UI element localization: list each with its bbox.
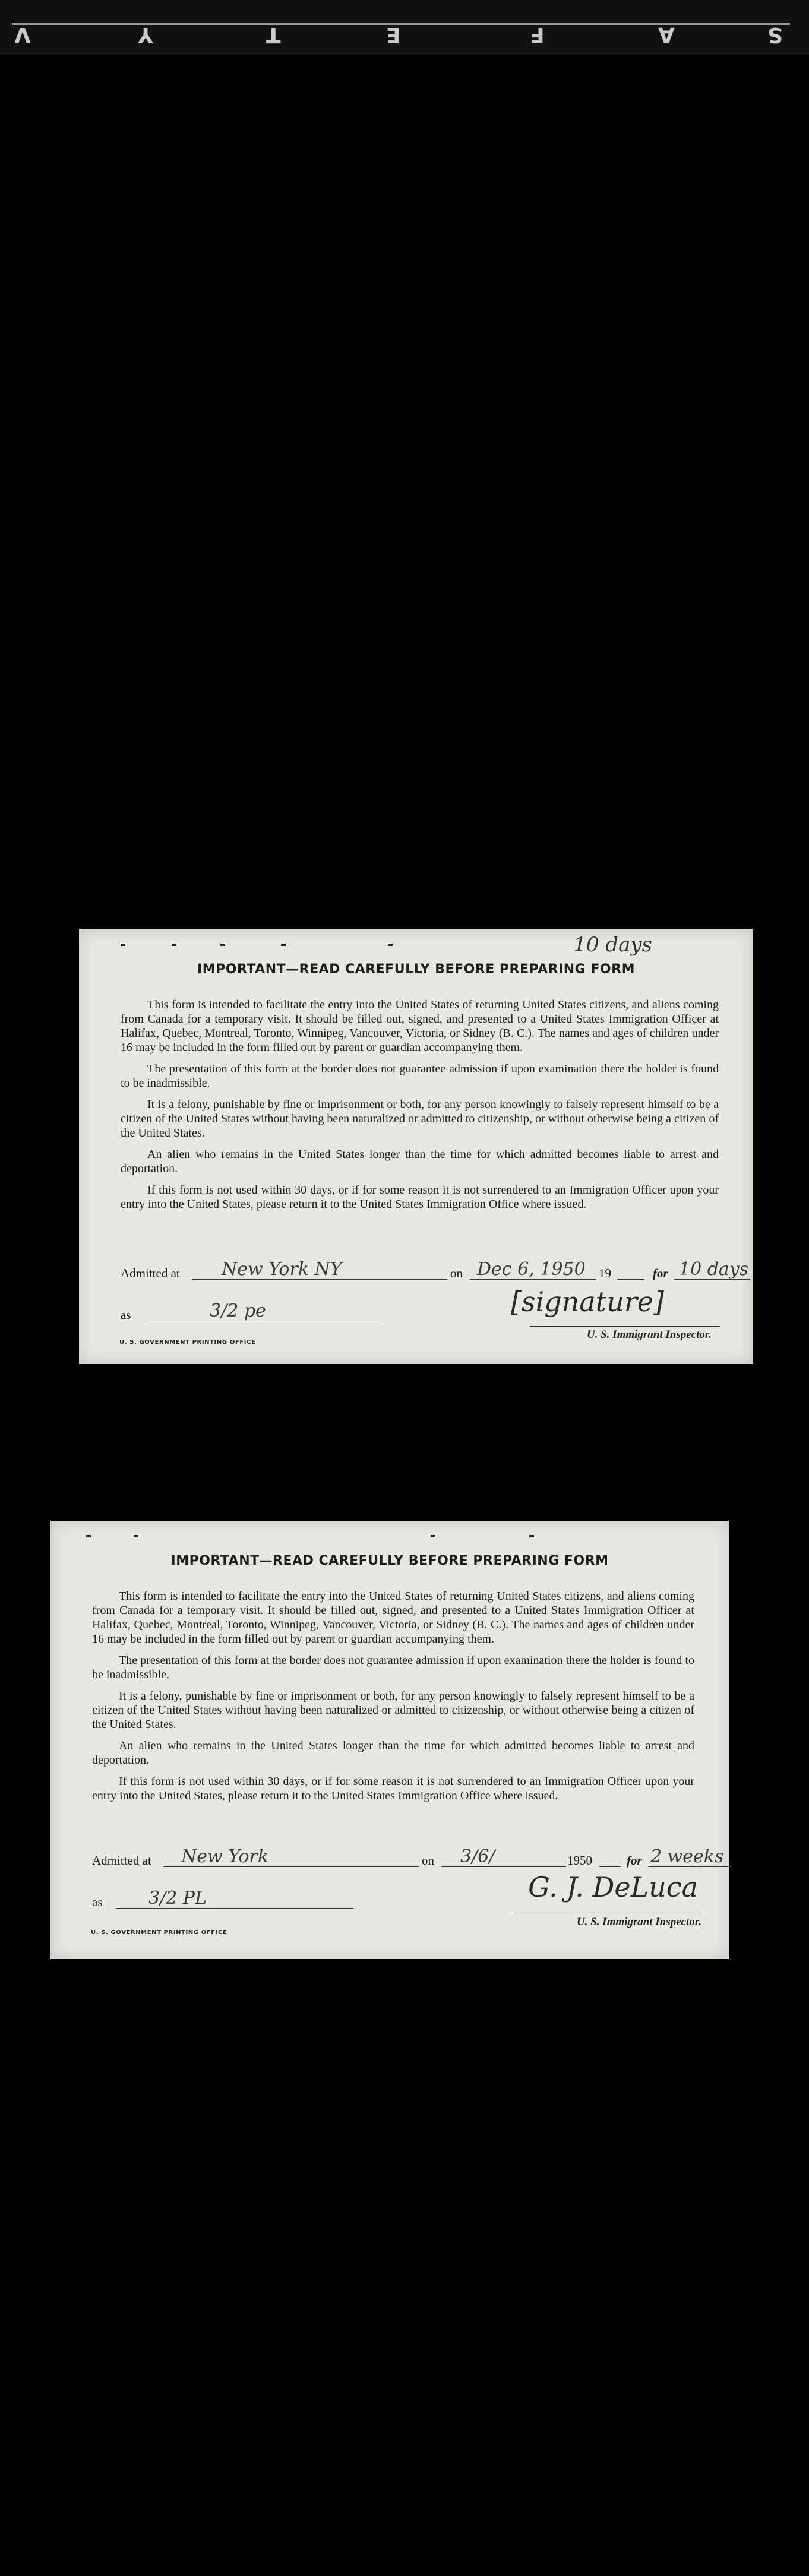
for-label: for xyxy=(627,1853,642,1868)
card-title: IMPORTANT—READ CAREFULLY BEFORE PREPARING FORM xyxy=(170,1553,609,1568)
inspector-signature: G. J. DeLuca xyxy=(528,1871,698,1903)
film-strip-letter: F xyxy=(530,23,545,47)
admitted-row xyxy=(92,1846,724,1870)
film-strip-letter: S xyxy=(767,23,783,47)
film-strip-letter: V xyxy=(14,23,31,47)
card-body xyxy=(121,998,719,1219)
card-body xyxy=(92,1589,694,1810)
paragraph: If this form is not used within 30 days, or if for some reason it is not surrendered to an Immigration Officer upon your entry into the United States, please return it to the United States Immigration Office where issued. xyxy=(92,1775,694,1802)
printing-office: U. S. GOVERNMENT PRINTING OFFICE xyxy=(119,1339,256,1346)
as-value: 3/2 pe xyxy=(210,1300,266,1321)
signature-line xyxy=(530,1326,720,1327)
inspector-label: U. S. Immigrant Inspector. xyxy=(576,1916,701,1928)
paragraph: This form is intended to facilitate the entry into the United States of returning United States citizens, and aliens coming from Canada for a temporary visit. It should be filled out, signed, and presented to a United States Immigration Officer at Halifax, Quebec, Montreal, Toronto, Winnipeg, Vancouver, Victoria, or Sidney (B. C.). The names and ages of children under 16 may be included in the form filled out by parent or guardian accompanying them. xyxy=(92,1590,694,1645)
as-label: as xyxy=(121,1308,131,1322)
printing-office: U. S. GOVERNMENT PRINTING OFFICE xyxy=(91,1929,227,1936)
field-line xyxy=(617,1279,644,1280)
card-title: IMPORTANT—READ CAREFULLY BEFORE PREPARING FORM xyxy=(197,962,635,977)
inspector-label: U. S. Immigrant Inspector. xyxy=(586,1328,712,1341)
as-value: 3/2 PL xyxy=(148,1888,207,1909)
on-value: 3/6/ xyxy=(460,1846,495,1867)
for-value: 2 weeks xyxy=(650,1846,724,1867)
paragraph: It is a felony, punishable by fine or imprisonment or both, for any person knowingly to falsely represent himself to be a citizen of the United States without having been naturalized or admitted to citizenship, or without otherwise being a citizen of the United States. xyxy=(92,1689,694,1731)
year-suffix: 19 xyxy=(599,1266,611,1280)
paragraph: This form is intended to facilitate the entry into the United States of returning United States citizens, and aliens coming from Canada for a temporary visit. It should be filled out, signed, and presented to a United States Immigration Officer at Halifax, Quebec, Montreal, Toronto, Winnipeg, Vancouver, Victoria, or Sidney (B. C.). The names and ages of children under 16 may be included in the form filled out by parent or guardian accompanying them. xyxy=(121,998,719,1054)
admitted-at-label: Admitted at xyxy=(92,1853,151,1868)
on-label: on xyxy=(450,1266,463,1280)
for-label: for xyxy=(653,1266,668,1280)
inspector-signature: [signature] xyxy=(510,1286,664,1318)
paragraph: An alien who remains in the United States longer than the time for which admitted becomes liable to arrest and deportation. xyxy=(92,1739,694,1767)
film-strip-letter: Y xyxy=(138,23,154,47)
admitted-row xyxy=(121,1259,749,1283)
immigration-card-1 xyxy=(79,929,753,1364)
on-value: Dec 6, 1950 xyxy=(477,1259,586,1280)
field-line xyxy=(599,1866,621,1867)
admitted-at-value: New York NY xyxy=(222,1259,342,1280)
film-strip-letter: T xyxy=(266,23,281,47)
on-label: on xyxy=(422,1853,434,1868)
paragraph: The presentation of this form at the border does not guarantee admission if upon examination there the holder is found to be inadmissible. xyxy=(92,1654,694,1681)
year-printed: 1950 xyxy=(567,1853,592,1868)
admitted-at-value: New York xyxy=(181,1846,268,1867)
paragraph: It is a felony, punishable by fine or imprisonment or both, for any person knowingly to falsely represent himself to be a citizen of the United States without having been naturalized or admitted to citizenship, or without otherwise being a citizen of the United States. xyxy=(121,1098,719,1140)
film-strip-letter: E xyxy=(386,23,401,47)
punch-marks xyxy=(50,1535,729,1539)
immigration-card-2 xyxy=(50,1521,729,1959)
film-strip-letter: A xyxy=(658,23,675,47)
paragraph: If this form is not used within 30 days, or if for some reason it is not surrendered to an Immigration Officer upon your entry into the United States, please return it to the United States Immigration Office where issued. xyxy=(121,1183,719,1211)
as-label: as xyxy=(92,1895,103,1909)
for-value: 10 days xyxy=(679,1259,749,1280)
admitted-at-label: Admitted at xyxy=(121,1266,180,1280)
paragraph: An alien who remains in the United States longer than the time for which admitted becomes liable to arrest and deportation. xyxy=(121,1148,719,1175)
handwritten-note: 10 days xyxy=(573,933,652,957)
film-strip-header xyxy=(0,0,809,55)
paragraph: The presentation of this form at the border does not guarantee admission if upon examination there the holder is found to be inadmissible. xyxy=(121,1062,719,1090)
